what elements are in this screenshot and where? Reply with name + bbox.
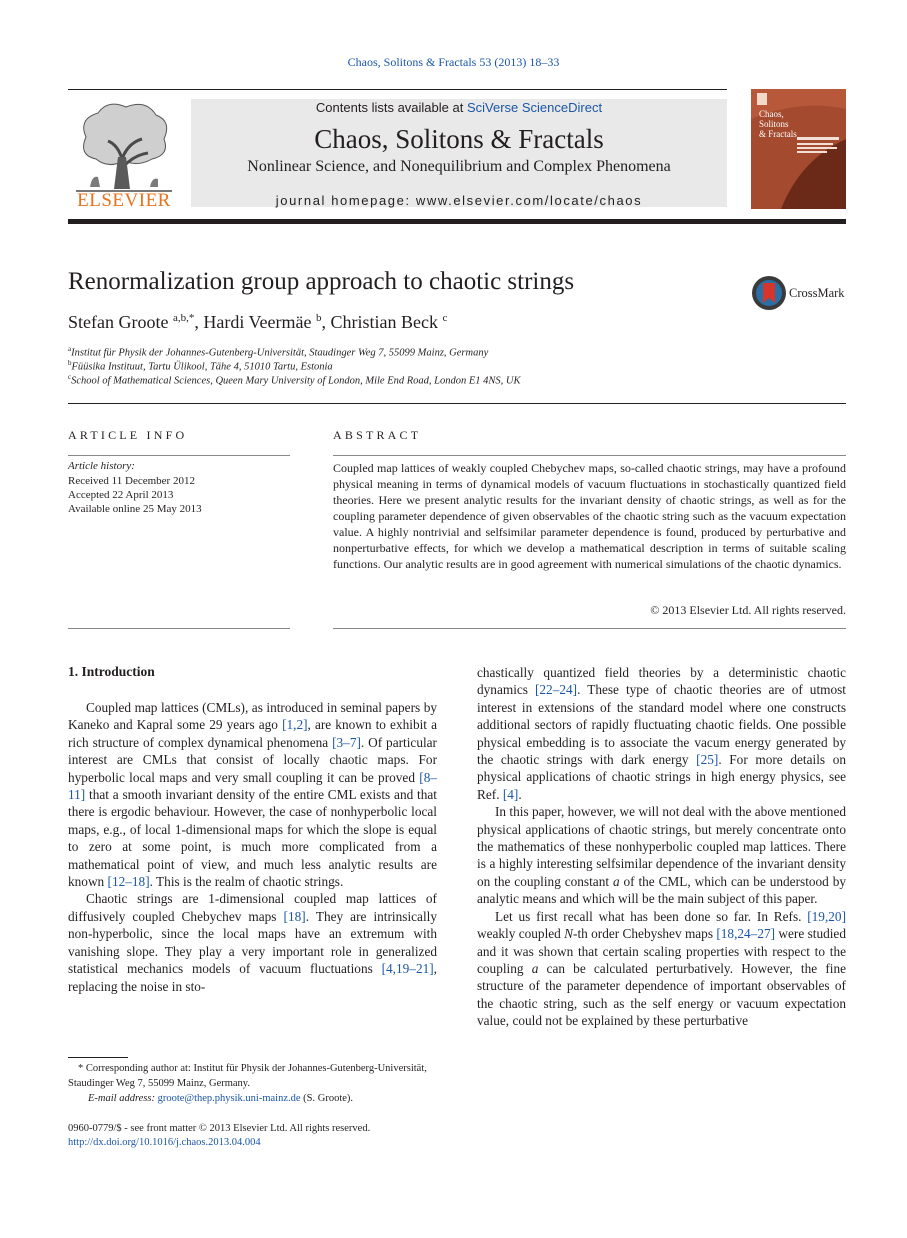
email-label: E-mail address: — [88, 1093, 158, 1104]
citation-link[interactable]: [1,2] — [282, 717, 308, 733]
section-heading: 1. Introduction — [68, 664, 155, 679]
journal-cover-image — [751, 89, 846, 209]
math-symbol: a — [612, 873, 620, 889]
paragraph — [68, 699, 437, 890]
affiliation-text: Institut für Physik der Johannes-Gutenberg-Universität, Staudinger Weg 7, 55099 Mainz, Germany — [71, 347, 489, 359]
text-run: . For more details on physical applications of chaotic strings in high energy physics, see Ref. — [477, 752, 847, 802]
journal-subtitle: Nonlinear Science, and Nonequilibrium and Complex Phenomena — [247, 158, 671, 175]
affiliation — [68, 359, 333, 373]
text-run: Chaotic strings are 1-dimensional coupled map lattices of diffusively coupled Chebychev maps — [68, 891, 437, 924]
abstract-heading: ABSTRACT — [333, 428, 422, 442]
left-column — [68, 699, 437, 995]
doi-link[interactable]: http://dx.doi.org/10.1016/j.chaos.2013.04.004 — [68, 1137, 261, 1148]
email-suffix: (S. Groote). — [300, 1093, 354, 1104]
crossmark-label: CrossMark — [789, 286, 845, 300]
affiliation-mark: b — [68, 359, 72, 367]
text-run: weakly coupled — [477, 926, 565, 942]
citation-link[interactable]: [8–11] — [68, 769, 437, 803]
cover-line: Chaos, — [759, 109, 784, 119]
author-list: Stefan Groote $^{a,b,*}$, Hardi Veermäe $^b$, Christian Beck $^c$ — [68, 312, 448, 332]
text-run: chastically quantized field theories by a deterministic chaotic dynamics — [477, 665, 846, 698]
author-name[interactable]: Stefan Groote — [68, 312, 169, 332]
article-info-rule — [68, 455, 290, 456]
journal-title: Chaos, Solitons & Fractals — [314, 124, 604, 154]
text-run: . Of particular interest are CMLs that consist of locally chaotic maps. For hyperbolic local maps and very small coupling it can be proved — [68, 734, 437, 785]
text-run: . They are intrinsically non-hyperbolic, since the local maps have an extremum with vanishing slope. They play a very important role in generalized statistical mechanics models of vacuum fluctuations — [68, 908, 437, 977]
text-run: . This is the realm of chaotic strings. — [149, 874, 344, 890]
publisher-logo-text: ELSEVIER — [77, 190, 171, 211]
text-run: of the CML, which can be understood by analytic means and which will be the main subject of this paper. — [477, 873, 847, 907]
citation-link[interactable]: [3–7] — [332, 734, 361, 750]
author-sup[interactable]: c — [442, 312, 448, 324]
cover-line: & Fractals — [759, 129, 797, 139]
text-run: Coupled map lattices (CMLs), as introduced in seminal papers by Kaneko and Kapral some 29 years ago — [68, 700, 437, 733]
citation-link[interactable]: [18,24–27] — [716, 926, 776, 942]
contents-prefix: Contents lists available at — [315, 100, 467, 115]
abstract-rule — [333, 455, 846, 456]
text-run: were studied and it was shown that certain scaling properties with respect to the coupling — [477, 926, 846, 976]
cover-title — [759, 109, 797, 139]
author-name[interactable]: Hardi Veermäe — [203, 312, 312, 332]
email-note — [88, 1091, 437, 1106]
title-block-rule — [68, 403, 846, 404]
paragraph — [477, 908, 846, 1030]
text-run: -th order Chebyshev maps — [573, 926, 717, 942]
abstract-copyright: © 2013 Elsevier Ltd. All rights reserved. — [650, 603, 846, 617]
text-run: that a smooth invariant density of the entire CML exists and that there is ergodic behaviour. However, the case of nonhyperbolic local maps, e.g., of local 1-dimensional maps for which the slope is equal to zero at some point, is much more complicated from a mathematical point of view, and much less analytic results are known — [68, 787, 437, 890]
author-name[interactable]: Christian Beck — [330, 312, 438, 332]
journal-reference[interactable]: Chaos, Solitons & Fractals 53 (2013) 18–33 — [347, 55, 560, 69]
homepage-url[interactable]: www.elsevier.com/locate/chaos — [415, 193, 643, 208]
text-run: can be calculated perturbatively. However, the fine structure of the parameter dependence of important observables of the chaotic string, such as the self energy or vacuum expectation value, could not be explained by these perturbative — [477, 960, 846, 1029]
online-date: Available online 25 May 2013 — [68, 503, 202, 515]
corresponding-author-note: * Corresponding author at: Institut für Physik der Johannes-Gutenberg-Universität, Staudinger Weg 7, 55099 Mainz, Germany. — [68, 1063, 427, 1089]
elsevier-logo — [68, 97, 180, 211]
article-title: Renormalization group approach to chaotic strings — [68, 268, 575, 295]
affiliation-text: Füüsika Instituut, Tartu Ülikool, Tähe 4, 51010 Tartu, Estonia — [71, 361, 333, 373]
author-sup[interactable]: a,b,* — [172, 312, 195, 324]
abstract-bottom-rule — [333, 628, 846, 629]
citation-link[interactable]: [25] — [696, 752, 719, 768]
crossmark-badge[interactable] — [751, 275, 861, 313]
citation-link[interactable]: [18] — [283, 908, 306, 924]
text-run: . These type of chaotic theories are of utmost interest in extensions of the standard model where one constructs additional sectors of rapidly fluctuating chaotic fields. One possible physical embedding is to associate the vacum energy generated by the chaotic strings with dark energy — [477, 682, 846, 768]
citation-link[interactable]: [12–18] — [107, 874, 150, 890]
header-top-rule — [68, 89, 727, 90]
sciencedirect-link[interactable]: SciVerse ScienceDirect — [466, 100, 603, 115]
math-symbol: a — [531, 960, 539, 976]
cover-line: Solitons — [759, 119, 789, 129]
header-thick-rule — [68, 219, 846, 224]
issn-line: 0960-0779/$ - see front matter © 2013 Elsevier Ltd. All rights reserved. — [68, 1123, 371, 1134]
article-info-heading: ARTICLE INFO — [68, 428, 188, 442]
text-run: Let us first recall what has been done so far. In Refs. — [495, 908, 808, 924]
crossmark-icon — [751, 275, 787, 311]
text-run: , replacing the noise in sto- — [68, 961, 437, 994]
history-label: Article history: — [68, 460, 135, 472]
affiliation-mark: a — [68, 345, 72, 353]
citation-link[interactable]: [22–24] — [534, 682, 578, 698]
text-run: . — [518, 786, 522, 802]
affiliation — [68, 345, 488, 359]
email-link[interactable]: groote@thep.physik.uni-mainz.de — [157, 1093, 301, 1104]
affiliation — [68, 373, 521, 387]
affiliation-text: School of Mathematical Sciences, Queen Mary University of London, Mile End Road, London E1 4NS, UK — [71, 375, 521, 387]
accepted-date: Accepted 22 April 2013 — [68, 489, 174, 501]
affiliation-mark: c — [68, 373, 72, 381]
abstract-text: Coupled map lattices of weakly coupled Chebychev maps, so-called chaotic strings, may have a profound physical meaning in terms of dynamical models of vacuum fluctuations in stochastically quantized field theories. Here we present analytic results for the invariant density of chaotic strings, as well as for the coupling parameter dependence of given observables of the chaotic string such as the vacuum expectation value. A highly nontrivial and selfsimilar parameter dependence is found, produced by perturbative and nonperturbative effects, for which we develop a mathematical description in terms of suitable scaling functions. Our analytic results are in good agreement with numerical simulations of the chaotic dynamics. — [333, 461, 846, 571]
homepage-label: journal homepage: — [275, 193, 416, 208]
cover-art-icon — [751, 89, 846, 209]
math-symbol: N — [564, 926, 574, 942]
journal-homepage — [191, 193, 727, 208]
citation-link[interactable]: [4,19–21] — [381, 961, 434, 977]
received-date: Received 11 December 2012 — [68, 475, 195, 487]
paragraph — [477, 664, 846, 803]
article-info-bottom-rule — [68, 628, 290, 629]
contents-line — [191, 100, 727, 115]
author-sup[interactable]: b — [315, 312, 322, 324]
text-run: In this paper, however, we will not deal with the above mentioned physical applications of chaotic strings, but merely concentrate onto the mathematics of these nonhyperbolic coupled map lattices. There is a highly interesting selfsimilar dependence of the invariant density on the coupling constant — [477, 804, 846, 889]
paragraph — [68, 890, 437, 994]
paragraph — [477, 803, 846, 907]
footnote-rule — [68, 1057, 128, 1058]
text-run: , are known to exhibit a rich structure of complex dynamical phenomena — [68, 717, 437, 750]
right-column — [477, 664, 846, 1030]
citation-link[interactable]: [19,20] — [807, 908, 846, 924]
citation-link[interactable]: [4] — [502, 786, 519, 802]
